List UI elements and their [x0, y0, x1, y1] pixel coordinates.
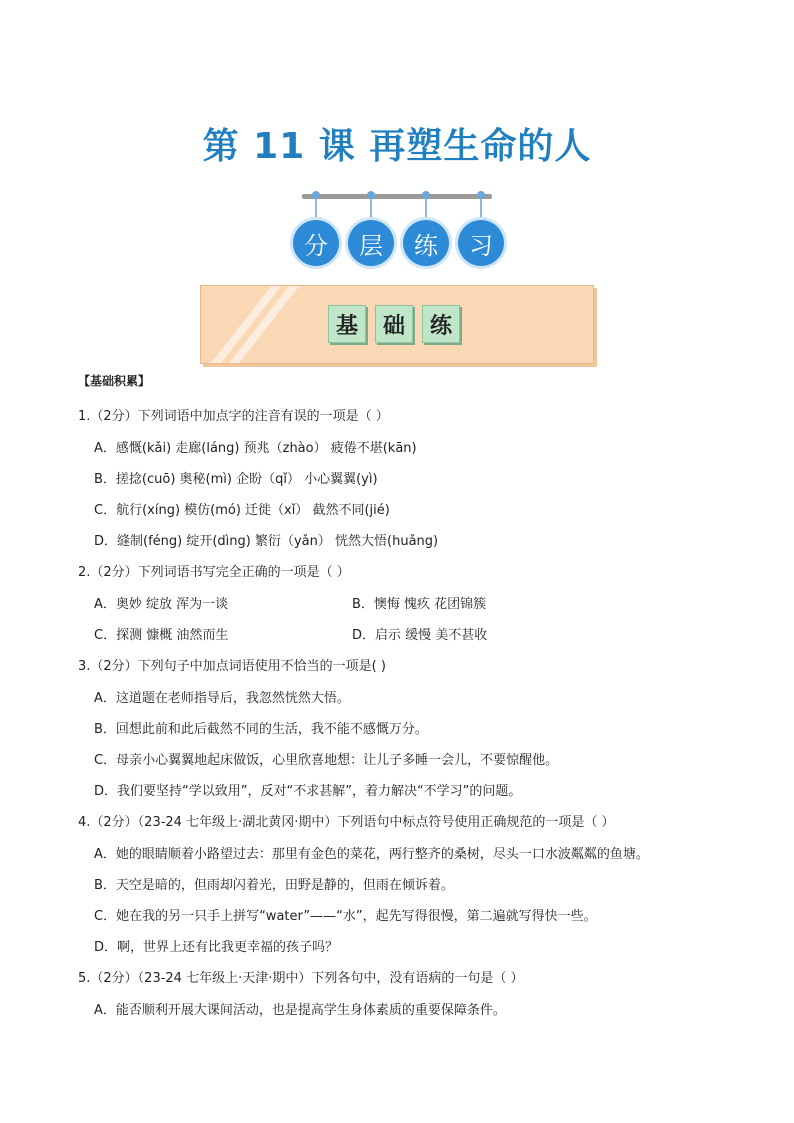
option: B．天空是暗的，但雨却闪着光，田野是静的，但雨在倾诉着。	[94, 878, 454, 893]
option: A．她的眼睛顺着小路望过去：那里有金色的菜花，两行整齐的桑树，尽头一口水波粼粼的鱼塘。	[94, 847, 649, 862]
banner-tile: 基	[328, 305, 366, 343]
option: A．奥妙 绽放 浑为一谈	[94, 597, 229, 612]
question-stem: 3.（2分）下列句子中加点词语使用不恰当的一项是( )	[78, 659, 386, 674]
option: C．她在我的另一只手上拼写“water”——“水”，起先写得很慢，第二遍就写得快一些。	[94, 909, 597, 924]
badge-circle: 层	[348, 220, 394, 266]
badge-circle: 练	[403, 220, 449, 266]
option: A．感慨(kǎi) 走廊(láng) 预兆（zhào） 疲倦不堪(kān)	[94, 441, 417, 456]
hanging-bar	[302, 194, 492, 199]
option: C．航行(xíng) 模仿(mó) 迁徙（xǐ） 截然不同(jié)	[94, 503, 390, 518]
option: D．启示 缓慢 美不甚收	[352, 628, 488, 643]
level-banner	[200, 285, 594, 364]
option: C．母亲小心翼翼地起床做饭，心里欣喜地想：让儿子多睡一会儿，不要惊醒他。	[94, 753, 559, 768]
question-stem: 2.（2分）下列词语书写完全正确的一项是（ ）	[78, 565, 350, 580]
option: B．搓捻(cuō) 奥秘(mì) 企盼（qǐ） 小心翼翼(yì)	[94, 472, 378, 487]
option: B．回想此前和此后截然不同的生活，我不能不感慨万分。	[94, 722, 428, 737]
option: A．这道题在老师指导后，我忽然恍然大悟。	[94, 691, 350, 706]
option: D．啊，世界上还有比我更幸福的孩子吗？	[94, 940, 339, 955]
option: B．懊悔 愧疚 花团锦簇	[352, 597, 487, 612]
banner-tile: 练	[422, 305, 460, 343]
option: D．缝制(féng) 绽开(dìng) 繁衍（yǎn） 恍然大悟(huǎng)	[94, 534, 439, 549]
page-title: 第 11 课 再塑生命的人	[202, 126, 592, 167]
badge-circle: 习	[458, 220, 504, 266]
option: A．能否顺利开展大课间活动，也是提高学生身体素质的重要保障条件。	[94, 1003, 506, 1018]
question-stem: 5.（2分）（23-24 七年级上·天津·期中）下列各句中，没有语病的一句是（ ）	[78, 971, 524, 986]
badge-circle: 分	[293, 220, 339, 266]
section-heading: 【基础积累】	[78, 374, 151, 388]
banner-tile: 础	[375, 305, 413, 343]
option: C．探测 慷概 油然而生	[94, 628, 229, 643]
question-stem: 1.（2分）下列词语中加点字的注音有误的一项是（ ）	[78, 409, 389, 424]
question-stem: 4.（2分）（23-24 七年级上·湖北黄冈·期中）下列语句中标点符号使用正确规范的一项是（ ）	[78, 815, 615, 830]
option: D．我们要坚持“学以致用”，反对“不求甚解”，着力解决“不学习”的问题。	[94, 784, 522, 799]
